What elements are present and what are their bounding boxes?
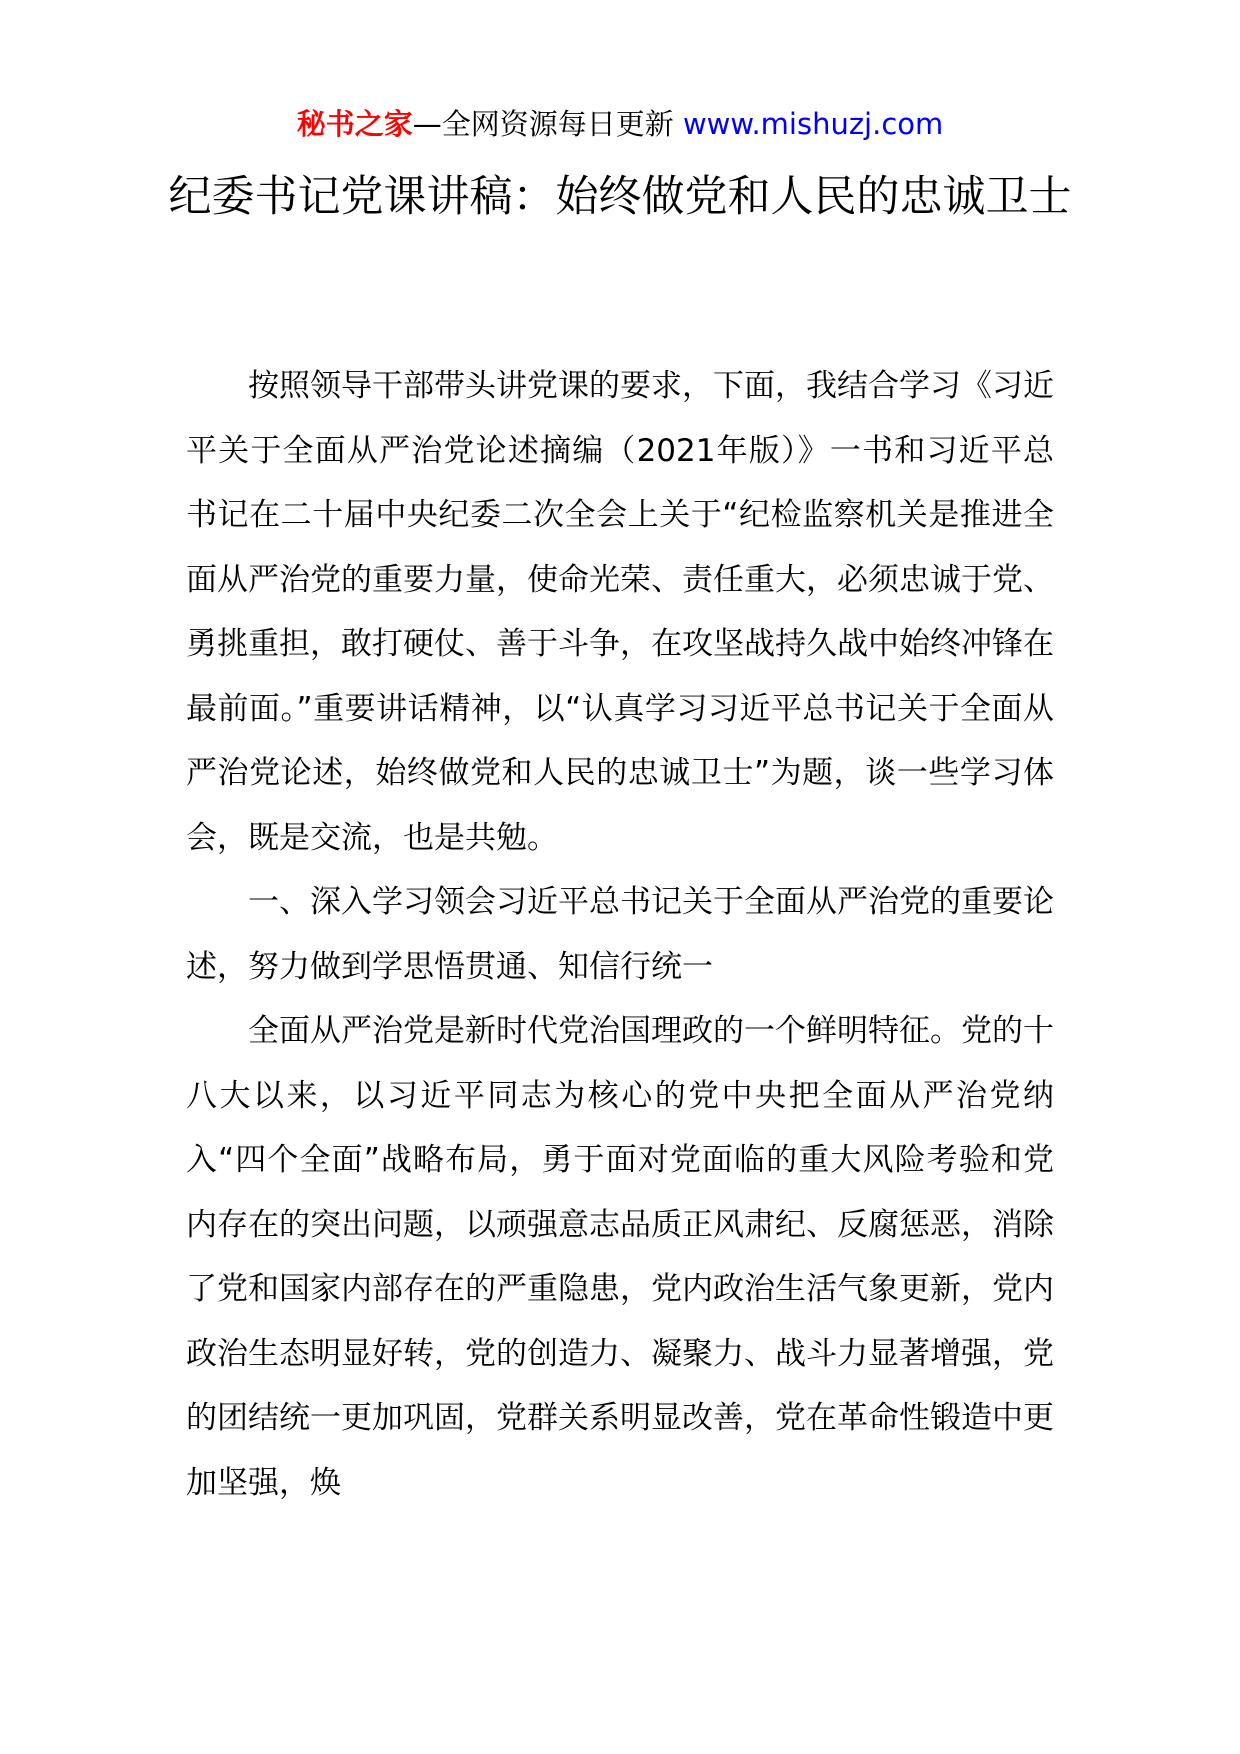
document-body	[186, 354, 1054, 1515]
intro-paragraph: 按照领导干部带头讲党课的要求，下面，我结合学习《习近平关于全面从严治党论述摘编（2021年版）》一书和习近平总书记在二十届中央纪委二次全会上关于“纪检监察机关是推进全面从严治党的重要力量，使命光荣、责任重大，必须忠诚于党、勇挑重担，敢打硬仗、善于斗争，在攻坚战持久战中始终冲锋在最前面。”重要讲话精神，以“认真学习习近平总书记关于全面从严治党论述，始终做党和人民的忠诚卫士”为题，谈一些学习体会，既是交流，也是共勉。	[186, 368, 1054, 856]
site-header	[0, 104, 1240, 144]
site-slogan: —全网资源每日更新	[412, 107, 683, 141]
site-url-link[interactable]: www.mishuzj.com	[682, 107, 944, 141]
section-heading-1: 一、深入学习领会习近平总书记关于全面从严治党的重要论述，努力做到学思悟贯通、知信行统一	[186, 884, 1054, 985]
site-brand: 秘书之家	[296, 107, 413, 141]
document-title: 纪委书记党课讲稿：始终做党和人民的忠诚卫士	[168, 172, 1072, 222]
body-paragraph: 全面从严治党是新时代党治国理政的一个鲜明特征。党的十八大以来，以习近平同志为核心的党中央把全面从严治党纳入“四个全面”战略布局，勇于面对党面临的重大风险考验和党内存在的突出问题，以顽强意志品质正风肃纪、反腐惩恶，消除了党和国家内部存在的严重隐患，党内政治生活气象更新，党内政治生态明显好转，党的创造力、凝聚力、战斗力显著增强，党的团结统一更加巩固，党群关系明显改善，党在革命性锻造中更加坚强，焕	[186, 1013, 1054, 1501]
